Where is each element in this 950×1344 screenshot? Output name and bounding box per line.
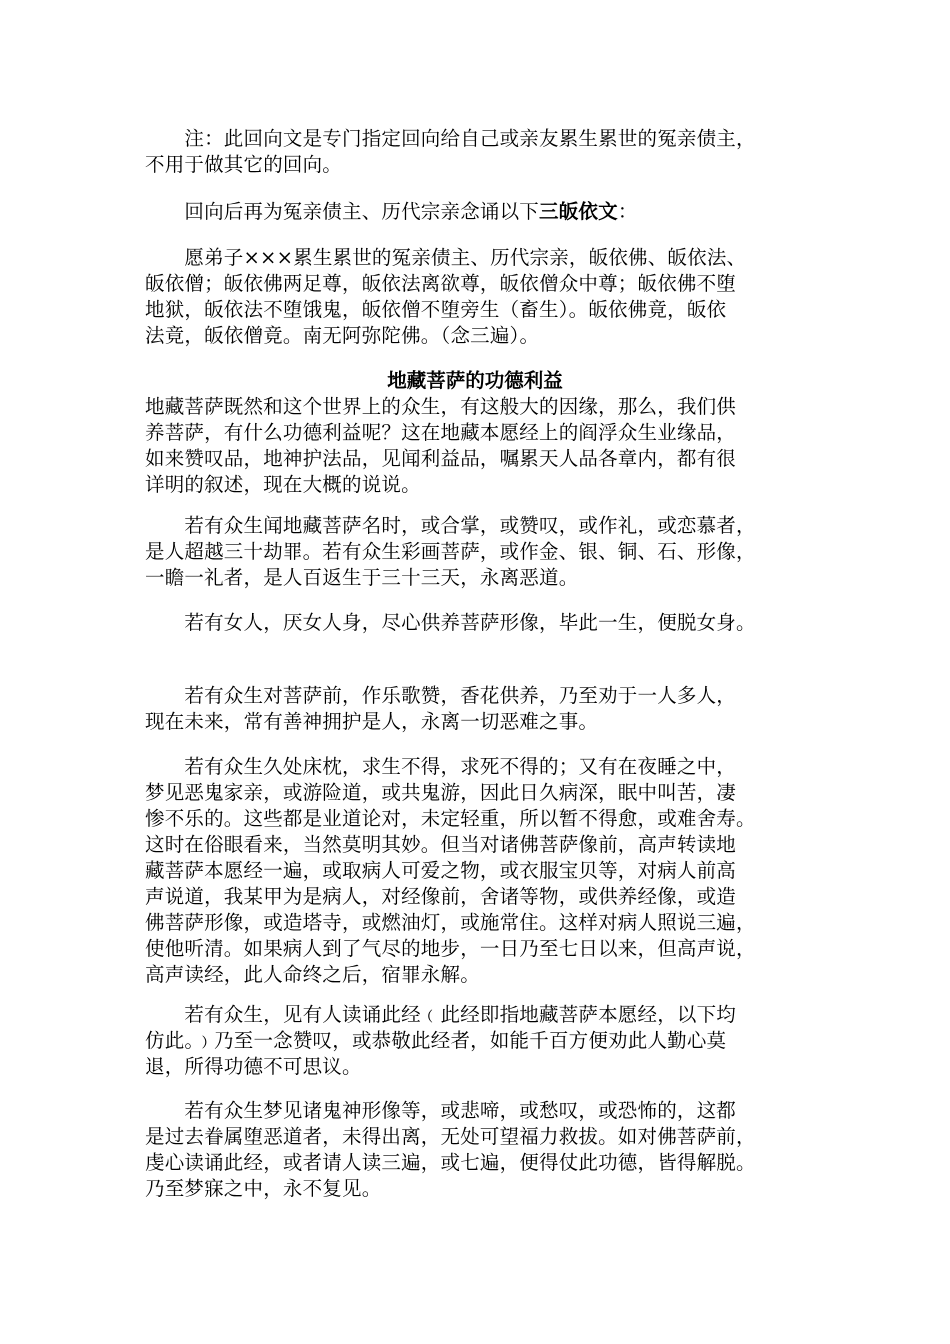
- paragraph-4: 若有众生对菩萨前，作乐歌赞，香花供养，乃至劝于一人多人， 现在未来，常有善神拥护是人，永离一切恶难之事。: [145, 684, 737, 733]
- intro-text: 回向后再为冤亲债主、历代宗亲念诵以下: [145, 200, 540, 223]
- intro-bold-text: 三皈依文: [539, 200, 618, 223]
- section-title: 地藏菩萨的功德利益: [387, 369, 563, 392]
- intro-suffix: ：: [617, 200, 638, 223]
- paragraph-6: 若有众生，见有人读诵此经﹙此经即指地藏菩萨本愿经，以下均 仿此。﹚乃至一念赞叹，或恭敬此经者，如能千百方便劝此人勤心莫 退，所得功德不可思议。: [145, 1003, 737, 1078]
- note-paragraph: 注：此回向文是专门指定回向给自己或亲友累生累世的冤亲债主， 不用于做其它的回向。: [145, 127, 756, 176]
- paragraph-5: 若有众生久处床枕，求生不得，求死不得的；又有在夜睡之中， 梦见恶鬼家亲，或游险道，或共鬼游，因此日久病深，眠中叫苦，凄 惨不乐的。这些都是业道论对，未定轻重，所以暂不得愈，或难舍寿。 这时在俗眼看来，当然莫明其妙。但当对诸佛菩萨像前，高声转读地 藏菩萨本愿经一遍，或取病人可爱之物，或衣服宝贝等，对病人前高 声说道，我某甲为是病人，对经像前，舍诸等物，或供养经像，或造 佛菩萨形像，或造塔寺，或燃油灯，或施常住。这样对病人照说三遍， 使他听清。如果病人到了气尽的地步，一日乃至七日以来，但高声说， 高声读经，此人命终之后，宿罪永解。: [145, 755, 756, 986]
- intro-paragraph: [145, 199, 815, 225]
- refuge-paragraph: 愿弟子×××累生累世的冤亲债主、历代宗亲，皈依佛、皈依法、 皈依僧；皈依佛两足尊，皈依法离欲尊，皈依僧众中尊；皈依佛不堕 地狱，皈依法不堕饿鬼，皈依僧不堕旁生（畜生）。皈依佛竟，皈依 法竟，皈依僧竟。南无阿弥陀佛。（念三遍）。: [145, 246, 747, 347]
- paragraph-3: 若有女人，厌女人身，尽心供养菩萨形像，毕此一生，便脱女身。: [145, 611, 756, 634]
- paragraph-2: 若有众生闻地藏菩萨名时，或合掌，或赞叹，或作礼，或恋慕者， 是人超越三十劫罪。若有众生彩画菩萨，或作金、银、铜、石、形像， 一瞻一礼者，是人百返生于三十三天，永离恶道。: [145, 514, 756, 589]
- paragraph-7: 若有众生梦见诸鬼神形像等，或悲啼，或愁叹，或恐怖的，这都 是过去眷属堕恶道者，未得出离，无处可望福力救拔。如对佛菩萨前， 虔心读诵此经，或者请人读三遍，或七遍，便得仗此功德，皆得解脱。 乃至梦寐之中，永不复见。: [145, 1099, 756, 1200]
- paragraph-1: 地藏菩萨既然和这个世界上的众生，有这般大的因缘，那么，我们供 养菩萨，有什么功德利益呢？这在地藏本愿经上的阎浮众生业缘品， 如来赞叹品，地神护法品，见闻利益品，嘱累天人品各章内，都有很 详明的叙述，现在大概的说说。: [145, 395, 737, 496]
